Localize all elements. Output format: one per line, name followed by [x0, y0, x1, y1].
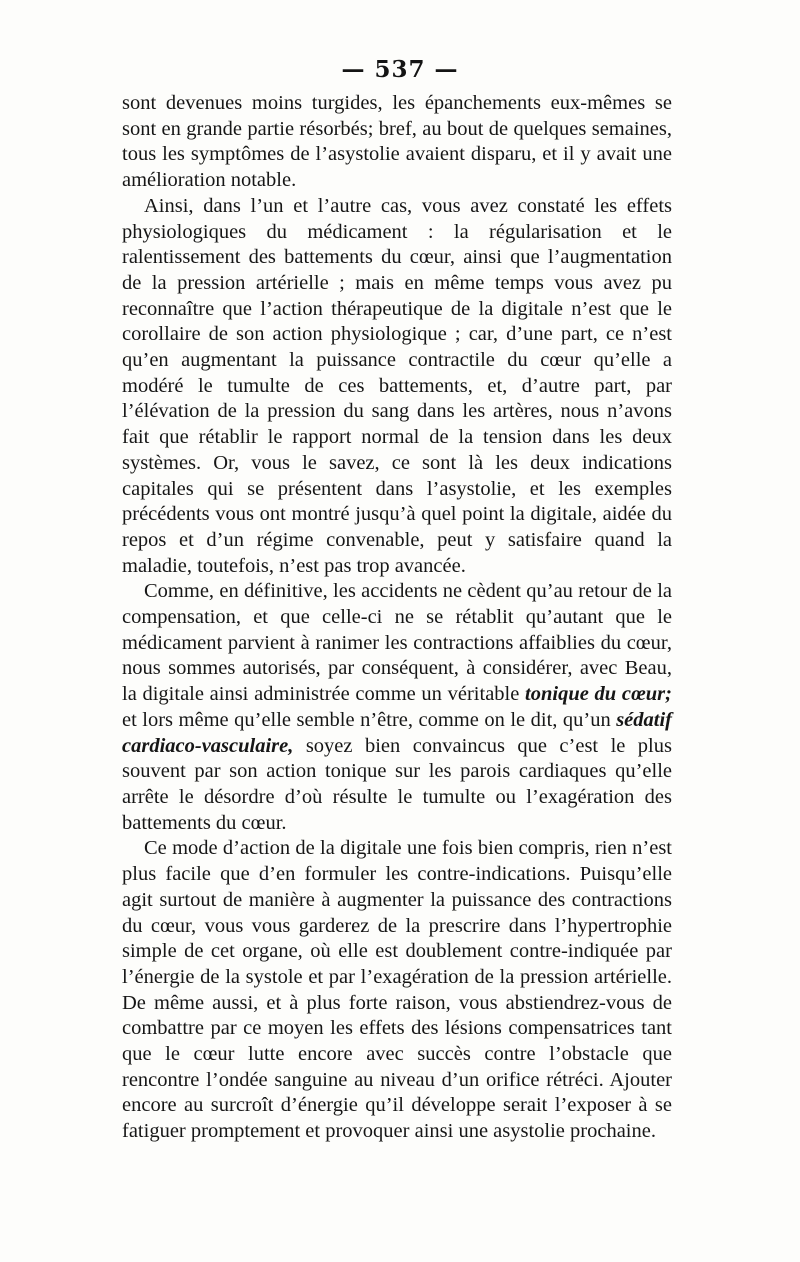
body-text — [122, 91, 672, 1145]
text-run: Comme, en définitive, les accidents ne cèdent qu’au retour de la compensation, et que celle-ci ne se rétablit qu’autant que le médicament parvient à ranimer les contractions affaiblies du cœur, nous sommes autorisés, par conséquent, à considérer, avec Beau, la digitale ainsi administrée comme un véritable — [122, 580, 672, 706]
paragraph — [122, 836, 672, 1144]
paragraph — [122, 91, 672, 194]
page-number: — 537 — — [341, 56, 459, 83]
paragraph — [122, 194, 672, 580]
paragraph — [122, 579, 672, 836]
text-run: Ainsi, dans l’un et l’autre cas, vous avez constaté les effets physiologiques du médicament : la régularisation et le ralentissement des battements du cœur, ainsi que l’augmentation de la pression artérielle ; mais en même temps vous avez pu reconnaître que l’action thérapeutique de la digitale n’est que le corollaire de son action physiologique ; car, d’une part, ce n’est qu’en augmentant la puissance contractile du cœur qu’elle a modéré le tumulte de ces battements, et, d’autre part, par l’élévation de la pression du sang dans les artères, nous n’avons fait que rétablir le rapport normal de la tension dans les deux systèmes. Or, vous le savez, ce sont là les deux indications capitales qui se présentent dans l’asystolie, et les exemples précédents vous ont montré jusqu’à quel point la digitale, aidée du repos et d’un régime convenable, peut y satisfaire quand la maladie, toutefois, n’est pas trop avancée. — [122, 194, 672, 577]
text-run: soyez bien convaincus que c’est le plus souvent par son action tonique sur les parois cardiaques qu’elle arrête le désordre d’où résulte le tumulte ou l’exagération des battements du cœur. — [122, 734, 672, 834]
text-run: et lors même qu’elle semble n’être, comme on le dit, qu’un — [122, 708, 617, 731]
italic-phrase: sédatif cardiaco-vasculaire, — [122, 708, 672, 757]
text-run: Ce mode d’action de la digitale une fois bien compris, rien n’est plus facile que d’en formuler les contre-indications. Puisqu’elle agit surtout de manière à augmenter la puissance des contractions du cœur, vous vous garderez de la prescrire dans l’hypertrophie simple de cet organe, où elle est doublement contre-indiquée par l’énergie de la systole et par l’exagération de la pression artérielle. De même aussi, et à plus forte raison, vous abstiendrez-vous de combattre par ce moyen les effets des lésions compensatrices tant que le cœur lutte encore avec succès contre l’obstacle que rencontre l’ondée sanguine au niveau d’un orifice rétréci. Ajouter encore au surcroît d’énergie qu’il développe serait l’exposer à se fatiguer promptement et provoquer ainsi une asystolie prochaine. — [122, 837, 672, 1143]
text-run: sont devenues moins turgides, les épanchements eux-mêmes se sont en grande partie résorbés; bref, au bout de quelques semaines, tous les symptômes de l’asystolie avaient disparu, et il y avait une amélioration notable. — [122, 92, 672, 192]
italic-phrase: tonique du cœur; — [525, 683, 672, 706]
